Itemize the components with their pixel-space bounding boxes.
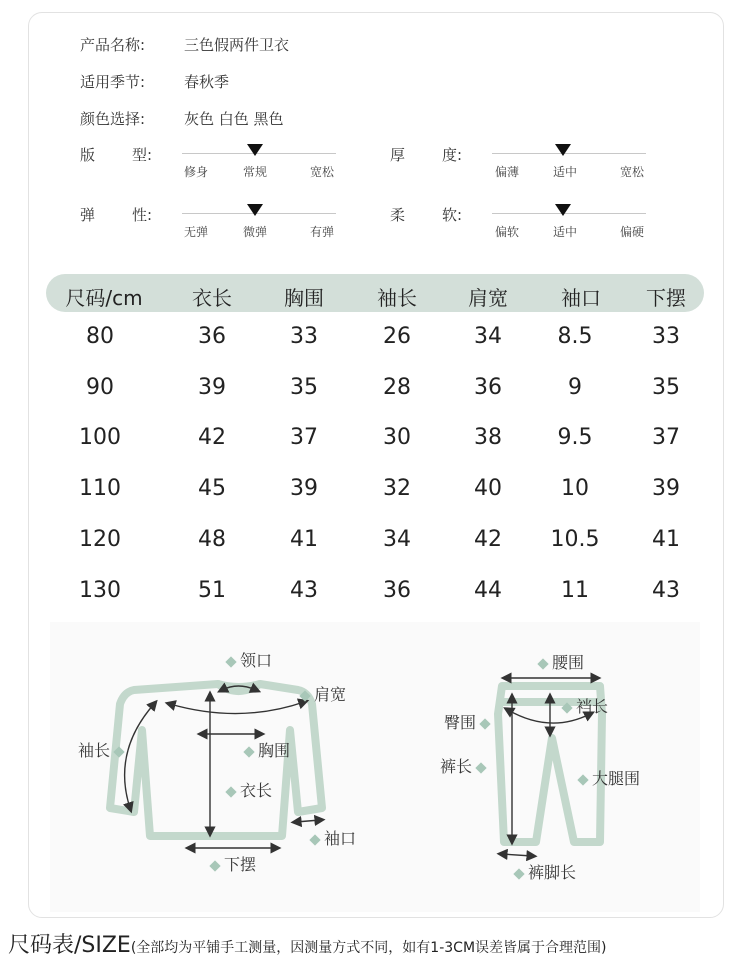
thickness-marker-icon	[555, 144, 571, 156]
label-collar: 领口	[222, 648, 272, 671]
label-shoulder: 肩宽	[296, 682, 346, 705]
table-cell: 41	[652, 527, 680, 552]
label-chest: 胸围	[240, 738, 290, 761]
table-cell: 40	[474, 476, 502, 501]
diamond-icon	[479, 718, 490, 729]
size-cell: 130	[79, 578, 121, 603]
softness-spec	[390, 204, 650, 244]
label-hip: 臀围	[444, 710, 494, 733]
table-cell: 35	[652, 375, 680, 400]
product-name-label: 产品名称:	[80, 36, 146, 54]
table-cell: 35	[290, 375, 318, 400]
table-cell: 42	[198, 425, 226, 450]
measurement-diagram	[50, 622, 700, 912]
label-waist: 腰围	[534, 650, 584, 673]
table-cell: 8.5	[557, 324, 593, 349]
table-cell: 32	[383, 476, 411, 501]
table-cell: 36	[474, 375, 502, 400]
table-cell: 39	[652, 476, 680, 501]
fit-marker-icon	[247, 144, 263, 156]
size-cell: 120	[79, 527, 121, 552]
table-cell: 38	[474, 425, 502, 450]
size-cell: 80	[86, 324, 114, 349]
header-length: 衣长	[192, 286, 232, 310]
table-cell: 42	[474, 527, 502, 552]
size-chart-title: 尺码表/SIZE	[8, 933, 131, 958]
size-table-header-bar	[46, 274, 704, 312]
diamond-icon	[209, 860, 220, 871]
label-sleeve: 袖长	[78, 738, 128, 761]
size-cell: 90	[86, 375, 114, 400]
table-cell: 33	[652, 324, 680, 349]
table-cell: 39	[198, 375, 226, 400]
diamond-icon	[475, 762, 486, 773]
label-thigh: 大腿围	[574, 766, 640, 789]
label-cuff: 袖口	[306, 826, 356, 849]
diamond-icon	[225, 786, 236, 797]
table-cell: 48	[198, 527, 226, 552]
thickness-spec	[390, 144, 650, 184]
colors-value: 灰色 白色 黑色	[184, 110, 284, 128]
softness-label: 柔 软:	[390, 206, 463, 224]
diamond-icon	[577, 774, 588, 785]
table-cell: 9	[568, 375, 582, 400]
table-cell: 28	[383, 375, 411, 400]
table-cell: 30	[383, 425, 411, 450]
table-cell: 43	[290, 578, 318, 603]
table-cell: 36	[198, 324, 226, 349]
season-value: 春秋季	[184, 73, 230, 91]
table-cell: 10.5	[550, 527, 600, 552]
season-row	[80, 71, 229, 92]
softness-option: 偏软	[494, 225, 520, 239]
softness-marker-icon	[555, 204, 571, 216]
table-cell: 37	[290, 425, 318, 450]
fit-spec	[80, 144, 340, 184]
header-sleeve: 袖长	[377, 286, 417, 310]
elasticity-option: 有弹	[309, 225, 335, 239]
table-cell: 37	[652, 425, 680, 450]
diamond-icon	[537, 658, 548, 669]
thickness-label: 厚 度:	[390, 146, 463, 164]
fit-option: 修身	[183, 165, 209, 179]
size-cell: 110	[79, 476, 121, 501]
table-cell: 33	[290, 324, 318, 349]
diamond-icon	[243, 746, 254, 757]
header-cuff: 袖口	[561, 286, 601, 310]
label-length: 衣长	[222, 778, 272, 801]
fit-option: 常规	[242, 165, 268, 179]
measurement-note: (全部均为平铺手工测量，因测量方式不同，如有1-3CM误差皆属于合理范围)	[130, 940, 607, 956]
table-cell: 39	[290, 476, 318, 501]
table-cell: 41	[290, 527, 318, 552]
header-size: 尺码/cm	[65, 286, 143, 310]
table-cell: 9.5	[557, 425, 593, 450]
elasticity-option: 微弹	[242, 225, 268, 239]
elasticity-option: 无弹	[183, 225, 209, 239]
elasticity-marker-icon	[247, 204, 263, 216]
fit-option: 宽松	[309, 165, 335, 179]
header-shoulder: 肩宽	[468, 286, 508, 310]
table-cell: 45	[198, 476, 226, 501]
table-cell: 44	[474, 578, 502, 603]
product-name-row	[80, 34, 289, 55]
label-hem: 下摆	[206, 852, 256, 875]
diamond-icon	[225, 656, 236, 667]
diamond-icon	[513, 868, 524, 879]
season-label: 适用季节:	[80, 73, 146, 91]
table-cell: 26	[383, 324, 411, 349]
thickness-option: 偏薄	[494, 165, 520, 179]
diamond-icon	[561, 702, 572, 713]
thickness-option: 适中	[552, 165, 578, 179]
diamond-icon	[113, 746, 124, 757]
label-pants-length: 裤长	[440, 754, 490, 777]
diamond-icon	[299, 690, 310, 701]
colors-label: 颜色选择:	[80, 110, 146, 128]
table-cell: 11	[561, 578, 589, 603]
elasticity-spec	[80, 204, 340, 244]
thickness-option: 宽松	[619, 165, 645, 179]
label-rise: 裆长	[558, 694, 608, 717]
table-cell: 10	[561, 476, 589, 501]
table-cell: 43	[652, 578, 680, 603]
header-hem: 下摆	[646, 286, 686, 310]
footer-caption	[8, 928, 607, 959]
softness-option: 适中	[552, 225, 578, 239]
header-chest: 胸围	[284, 286, 324, 310]
fit-label: 版 型:	[80, 146, 153, 164]
table-cell: 34	[474, 324, 502, 349]
table-cell: 34	[383, 527, 411, 552]
label-leg-opening: 裤脚长	[510, 860, 576, 883]
size-cell: 100	[79, 425, 121, 450]
product-name-value: 三色假两件卫衣	[184, 36, 290, 54]
diamond-icon	[309, 834, 320, 845]
table-cell: 36	[383, 578, 411, 603]
colors-row	[80, 108, 284, 129]
softness-option: 偏硬	[619, 225, 645, 239]
table-cell: 51	[198, 578, 226, 603]
elasticity-label: 弹 性:	[80, 206, 153, 224]
